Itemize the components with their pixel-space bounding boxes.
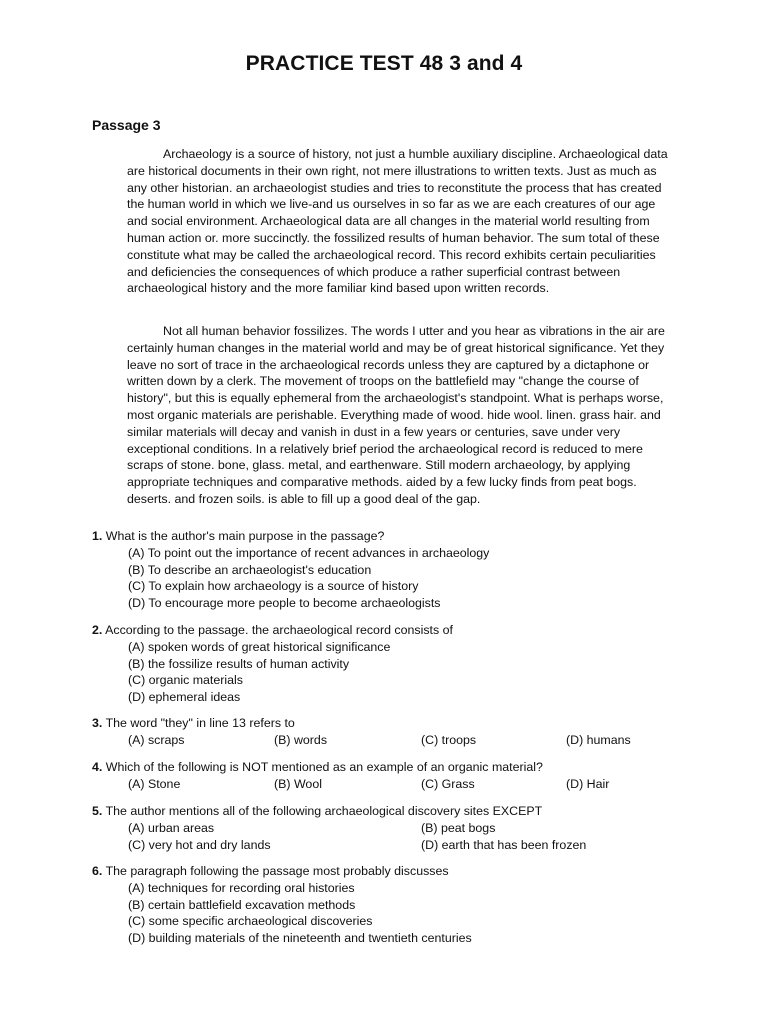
answer-option-c[interactable]: (C) some specific archaeological discoveries: [128, 914, 373, 929]
answer-option-c[interactable]: (C) To explain how archaeology is a source of history: [128, 579, 419, 594]
question-number: 1.: [92, 529, 103, 543]
answer-option-d[interactable]: (D) building materials of the nineteenth and twentieth centuries: [128, 931, 472, 946]
question-5: [92, 803, 692, 853]
question-stem: Which of the following is NOT mentioned as an example of an organic material?: [105, 760, 543, 774]
answer-options-row: [92, 820, 692, 837]
answer-options-row: [92, 732, 692, 749]
answer-option-a[interactable]: (A) To point out the importance of recent advances in archaeology: [128, 545, 490, 560]
question-number: 2.: [92, 623, 103, 637]
answer-option-a[interactable]: (A) urban areas: [128, 820, 215, 835]
answer-option-b[interactable]: (B) the fossilize results of human activity: [128, 656, 350, 671]
question-2: [92, 622, 692, 706]
answer-option-d[interactable]: (D) ephemeral ideas: [128, 690, 241, 705]
answer-option-d[interactable]: (D) To encourage more people to become archaeologists: [128, 596, 441, 611]
question-1: [92, 528, 692, 612]
answer-option-b[interactable]: (B) To describe an archaeologist's education: [128, 562, 372, 577]
question-stem: The paragraph following the passage most probably discusses: [105, 864, 449, 878]
answer-option-b[interactable]: (B) words: [274, 732, 328, 747]
passage-paragraph-1: Archaeology is a source of history, not just a humble auxiliary discipline. Archaeological data are historical documents in their own right, not mere illustrations to written texts. Just as much as any other historian. an archaeologist studies and tries to reconstitute the process that has created the human world in which we live-and us ourselves in so far as we are each creatures of our age and social environment. Archaeological data are all changes in the material world resulting from human action or. more succinctly. the fossilized results of human behavior. The sum total of these constitute what may be called the archaeological record. This record exhibits certain peculiarities and deficiencies the consequences of which produce a rather superficial contrast between archaeological history and the more familiar kind based upon written records.: [127, 147, 668, 296]
page-title: PRACTICE TEST 48 3 and 4: [245, 52, 523, 75]
answer-option-d[interactable]: (D) earth that has been frozen: [421, 837, 587, 852]
question-number: 5.: [92, 804, 103, 818]
question-number: 3.: [92, 716, 103, 730]
question-3: [92, 715, 692, 749]
answer-option-c[interactable]: (C) Grass: [421, 776, 475, 791]
question-number: 6.: [92, 864, 103, 878]
answer-option-b[interactable]: (B) Wool: [274, 776, 322, 791]
question-stem: According to the passage. the archaeological record consists of: [105, 623, 453, 637]
question-stem: What is the author's main purpose in the passage?: [105, 529, 385, 543]
question-stem: The word "they" in line 13 refers to: [105, 716, 295, 730]
answer-option-a[interactable]: (A) scraps: [128, 732, 185, 747]
answer-option-c[interactable]: (C) troops: [421, 732, 477, 747]
answer-option-b[interactable]: (B) peat bogs: [421, 820, 496, 835]
answer-option-c[interactable]: (C) very hot and dry lands: [128, 837, 271, 852]
answer-option-d[interactable]: (D) humans: [566, 732, 631, 747]
passage-heading: Passage 3: [92, 117, 161, 133]
answer-option-d[interactable]: (D) Hair: [566, 776, 610, 791]
answer-option-a[interactable]: (A) spoken words of great historical significance: [128, 639, 391, 654]
question-number: 4.: [92, 760, 103, 774]
question-stem: The author mentions all of the following archaeological discovery sites EXCEPT: [105, 804, 543, 818]
answer-option-c[interactable]: (C) organic materials: [128, 673, 243, 688]
answer-options-row: [92, 837, 692, 854]
answer-options-row: [92, 776, 692, 793]
answer-option-b[interactable]: (B) certain battlefield excavation methods: [128, 897, 356, 912]
answer-option-a[interactable]: (A) Stone: [128, 776, 181, 791]
passage-paragraph-2: Not all human behavior fossilizes. The words I utter and you hear as vibrations in the air are certainly human changes in the material world and may be of great historical significance. Yet they leave no sort of trace in the archaeological records unless they are captured by a dictaphone or written down by a clerk. The movement of troops on the battlefield may "change the course of history", but this is equally ephemeral from the archaeologist's standpoint. What is perhaps worse, most organic materials are perishable. Everything made of wood. hide wool. linen. grass hair. and similar materials will decay and vanish in dust in a few years or centuries, save under very exceptional conditions. In a relatively brief period the archaeological record is reduced to mere scraps of stone. bone, glass. metal, and earthenware. Still modern archaeology, by applying appropriate techniques and comparative methods. aided by a few lucky finds from peat bogs. deserts. and frozen soils. is able to fill up a good deal of the gap.: [127, 324, 665, 506]
answer-option-a[interactable]: (A) techniques for recording oral histories: [128, 880, 355, 895]
question-6: [92, 863, 692, 947]
question-4: [92, 759, 692, 793]
